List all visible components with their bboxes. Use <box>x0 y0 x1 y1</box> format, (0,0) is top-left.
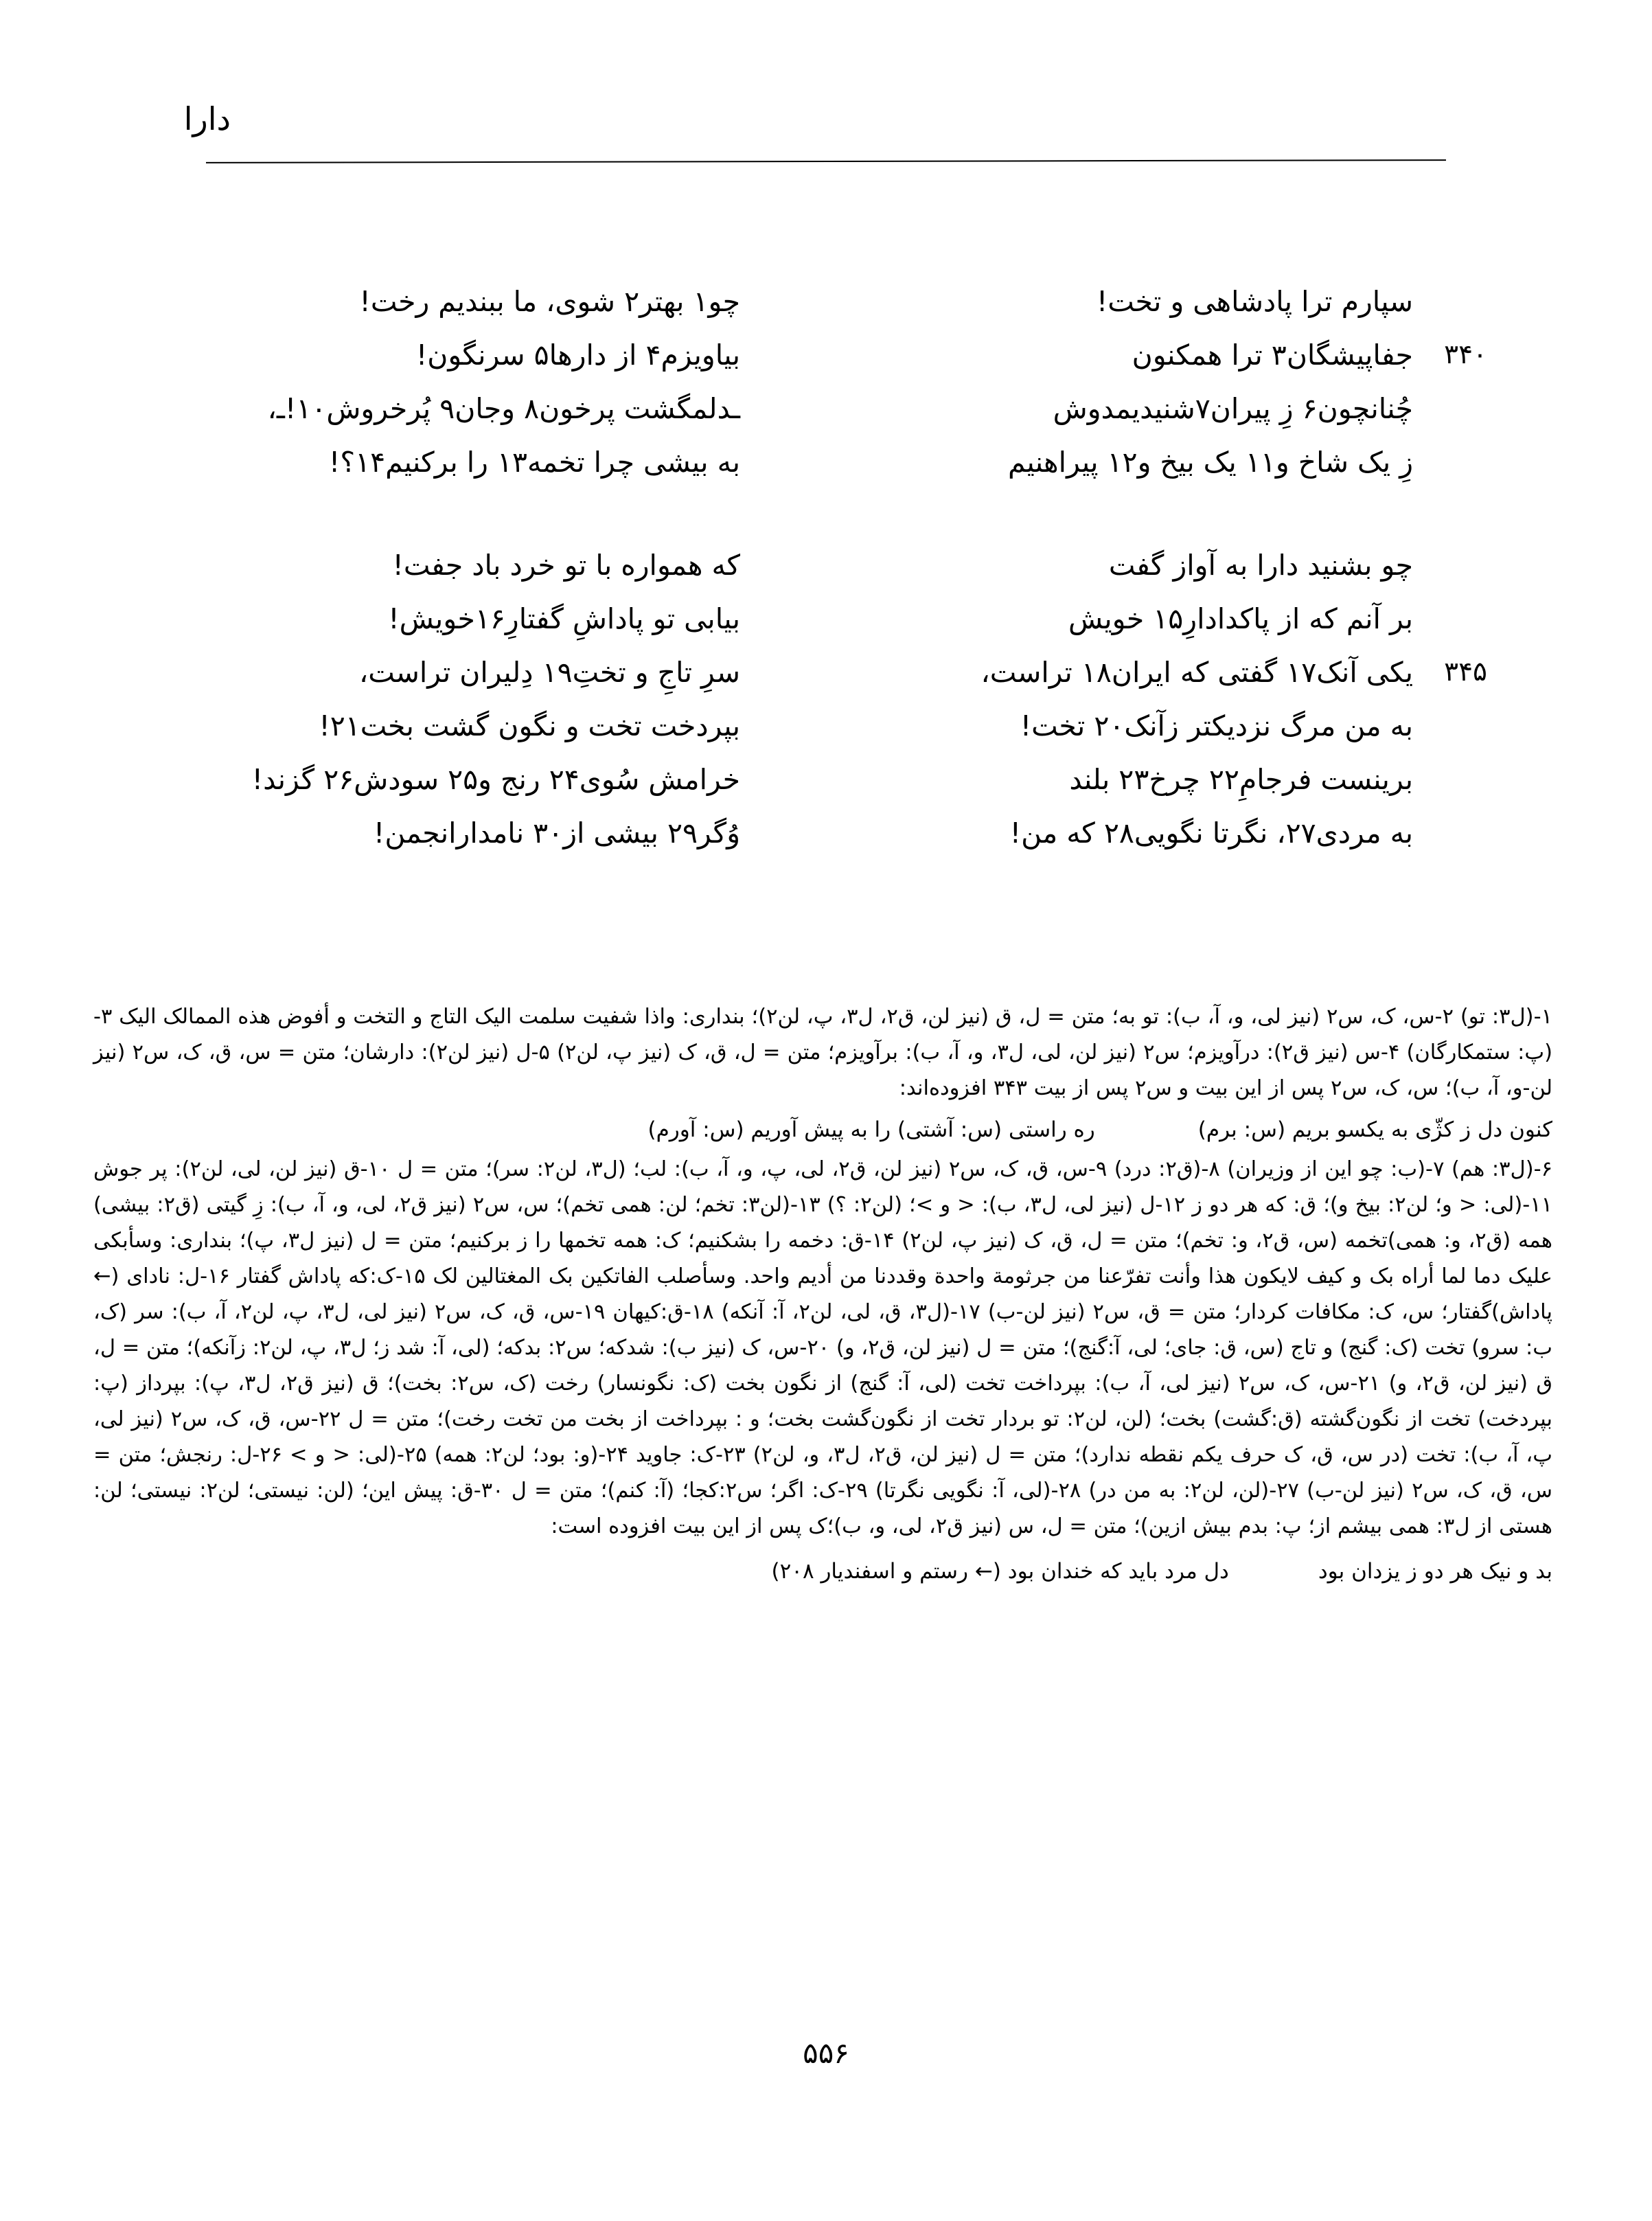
verse-area <box>162 275 1487 909</box>
apparatus-paragraph: ۶-(ل۳: هم) ۷-(ب: چو این از وزیران) ۸-(ق۲: درد) ۹-س، ق، ک، س۲ (نیز لن، ق۲، لی، پ، و، آ، ب): لب؛ (ل۳، لن۲: سر)؛ متن = ل ۱۰-ق (نیز لن، لی، لن۲): پر جوش ۱۱-(لی: < و؛ لن۲: بیخ و)؛ ق: که هر دو ز ۱۲-ل (نیز لی، ل۳، ب): < و >؛ (لن۲: ؟) ۱۳-(لن۳: تخم؛ لن: همی تخم)؛ س، س۲ (نیز ق۲، لی، و، آ، ب): زِ گیتی (ق۲: بیشی) همه (ق۲، و: همی)تخمه (س، ق۲، و: تخم)؛ متن = ل، ق، ک (نیز پ، لن۲) ۱۴-ق: دخمه را بشکنیم؛ ک: همه تخمها را ز برکنیم؛ متن = ل (نیز ل۳، پ)؛ بنداری: وسأبکی علیک دما لما أراه بک و کیف لایکون هذا وأنت تفرّعنا من جرثومة واحدة وقددنا من أدیم واحد. وسأصلب الفاتکین بک المغتالین لک ۱۵-ک:که پاداش گفتار ۱۶-ل: نادای (← پاداش)گفتار؛ س، ک: مکافات کردار؛ متن = ق، س۲ (نیز لن-ب) ۱۷-(ل۳، ق، لی، لن۲، آ: آنکه) ۱۸-ق:کیهان ۱۹-س، ق، ک، س۲ (نیز لی، ل۳، پ، لن۲، آ، ب): سر (ک، ب: سرو) تخت (ک: گنج) و تاج (س، ق: جای؛ لی، آ:گنج)؛ متن = ل (نیز لن، ق۲، و) ۲۰-س، ک (نیز ب): شدکه؛ س۲: بدکه؛ (لی، آ: شد ز؛ ل۳، پ، لن۲: زآنکه)؛ متن = ل، ق (نیز لن، ق۲، و) ۲۱-س، ک، س۲ (نیز لی، آ، ب): بپرداخت تخت (لی، آ: گنج) از نگون بخت (ک: نگونسار) رخت (ک، س۲: بخت)؛ ق (نیز ق۲، ل۳، پ): بپرداز (پ: بپردخت) تخت از نگون‌گشته (ق:گشت) بخت؛ (لن، لن۲: تو بردار تخت از نگون‌گشت بخت؛ و : بپرداخت از بخت من تخت رخت)؛ متن = ل ۲۲-س، ق، ک، س۲ (نیز لی، پ، آ، ب): تخت (در س، ق، ک حرف یکم نقطه ندارد)؛ متن = ل (نیز لن، ق۲، ل۳، و، لن۲) ۲۳-ک: جاوید ۲۴-(و: بود؛ لن۲: همه) ۲۵-(لی: < و > ۲۶-ل: رنجش؛ متن = س، ق، ک، س۲ (نیز لن-ب) ۲۷-(لن، لن۲: به من در) ۲۸-(لی، آ: نگویی نگرتا) ۲۹-ک: اگر؛ س۲:کجا؛ (آ: کنم)؛ متن = ل ۳۰-ق: پیش این؛ (لن: نیستی؛ لن۲: نیستی؛ لن: هستی از ل۳: همی بیشم از؛ پ: بدم بیش ازین)؛ متن = ل، س (نیز ق۲، لی، و، ب)؛ک پس از این بیت افزوده است: <box>93 1157 1553 1538</box>
hemistich-second: به مردی۲۷، نگرتا نگویی۲۸ که من! <box>1009 817 1413 850</box>
apparatus-paragraph: ۱-(ل۳: تو) ۲-س، ک، س۲ (نیز لی، و، آ، ب): تو به؛ متن = ل، ق (نیز لن، ق۲، ل۳، پ، لن۲)؛ بنداری: واذا شفیت سلمت الیک التاج و التخت و أفوض هذه الممالک الیک ۳-(پ: ستمکارگان) ۴-س (نیز ق۲): درآویزم؛ س۲ (نیز لن، لی، ل۳، و، آ، ب): برآویزم؛ متن = ل، ق، ک (نیز پ، لن۲) ۵-ل (نیز لن۲): دارشان؛ متن = س، ق، ک، س۲ (نیز لن-و، آ، ب)؛ س، ک، س۲ پس از این بیت و س۲ پس از بیت ۳۴۳ افزوده‌اند: <box>93 1005 1552 1100</box>
verse-line <box>162 538 1487 592</box>
hemistich-first: بیاویزم۴ از دارها۵ سرنگون! <box>415 339 740 372</box>
hemistich-second: چُنانچون۶ زِ پیران۷شنیدیمدوش <box>1053 392 1413 425</box>
hemistich-first: که همواره با تو خرد باد جفت! <box>392 549 740 582</box>
hemistich-first: وُگر۲۹ بیشی از۳۰ نامدارانجمن! <box>373 817 740 850</box>
verse-line <box>162 592 1487 646</box>
critical-apparatus <box>93 999 1552 1591</box>
folio-number: ۵۵۶ <box>803 2036 849 2070</box>
hemistich-second: به من مرگ نزدیکتر زآنک۲۰ تخت! <box>1020 709 1413 742</box>
apparatus-final-verse <box>93 1551 1552 1591</box>
final-hemistich-second: بد و نیک هر دو ز یزدان بود <box>1318 1559 1552 1584</box>
inset-hemistich-first: ره راستی (س: آشتی) را به پیش آوریم (س: آورم) <box>647 1117 1095 1142</box>
verse-line <box>162 753 1487 806</box>
verse-line <box>162 275 1487 328</box>
hemistich-first: سرِ تاجِ و تختِ۱۹ دِلیران تراست، <box>358 656 740 689</box>
hemistich-second: برینست فرجامِ۲۲ چرخ۲۳ بلند <box>1069 763 1413 796</box>
header-divider <box>206 159 1446 163</box>
inset-hemistich-second: کنون دل ز کژّی به یکسو بریم (س: برم) <box>1197 1117 1552 1142</box>
hemistich-second: چو بشنید دارا به آواز گفت <box>1108 549 1413 582</box>
stanza <box>162 538 1487 860</box>
hemistich-second: سپارم ترا پادشاهی و تخت! <box>1096 285 1413 318</box>
verse-line <box>162 328 1487 382</box>
hemistich-second: یکی آنک۱۷ گفتی که ایران۱۸ تراست، <box>980 656 1413 689</box>
hemistich-first: به بیشی چرا تخمه۱۳ را برکنیم۱۴؟! <box>328 446 740 479</box>
hemistich-second: جفاپیشگان۳ ترا همکنون <box>1132 339 1413 372</box>
page-header <box>183 100 1446 165</box>
stanza <box>162 275 1487 489</box>
final-hemistich-first: دل مرد باید که خندان بود (← رستم و اسفندیار ۲۰۸) <box>771 1559 1229 1584</box>
verse-number: ۳۴۵ <box>1444 657 1487 687</box>
verse-line <box>162 382 1487 435</box>
verse-number: ۳۴۰ <box>1444 339 1487 370</box>
verse-line <box>162 435 1487 489</box>
hemistich-first: ـدلمگشت پرخون۸ وجان۹ پُرخروش۱۰!ـ، <box>267 392 740 425</box>
hemistich-first: چو۱ بهتر۲ شوی، ما ببندیم رخت! <box>359 285 740 318</box>
verse-line <box>162 806 1487 860</box>
verse-line <box>162 699 1487 753</box>
hemistich-second: زِ یک شاخ و۱۱ یک بیخ و۱۲ پیراهنیم <box>1008 446 1413 479</box>
hemistich-first: بپردخت تخت و نگون گشت بخت۲۱! <box>319 709 740 742</box>
hemistich-second: بر آنم که از پاکدادارِ۱۵ خویش <box>1068 602 1413 635</box>
page-title: دارا <box>183 100 231 137</box>
hemistich-first: بیابی تو پاداشِ گفتارِ۱۶خویش! <box>388 602 740 635</box>
apparatus-inset-verse <box>93 1110 1552 1149</box>
hemistich-first: خرامش سُوی۲۴ رنج و۲۵ سودش۲۶ گزند! <box>251 763 740 796</box>
verse-line <box>162 646 1487 699</box>
